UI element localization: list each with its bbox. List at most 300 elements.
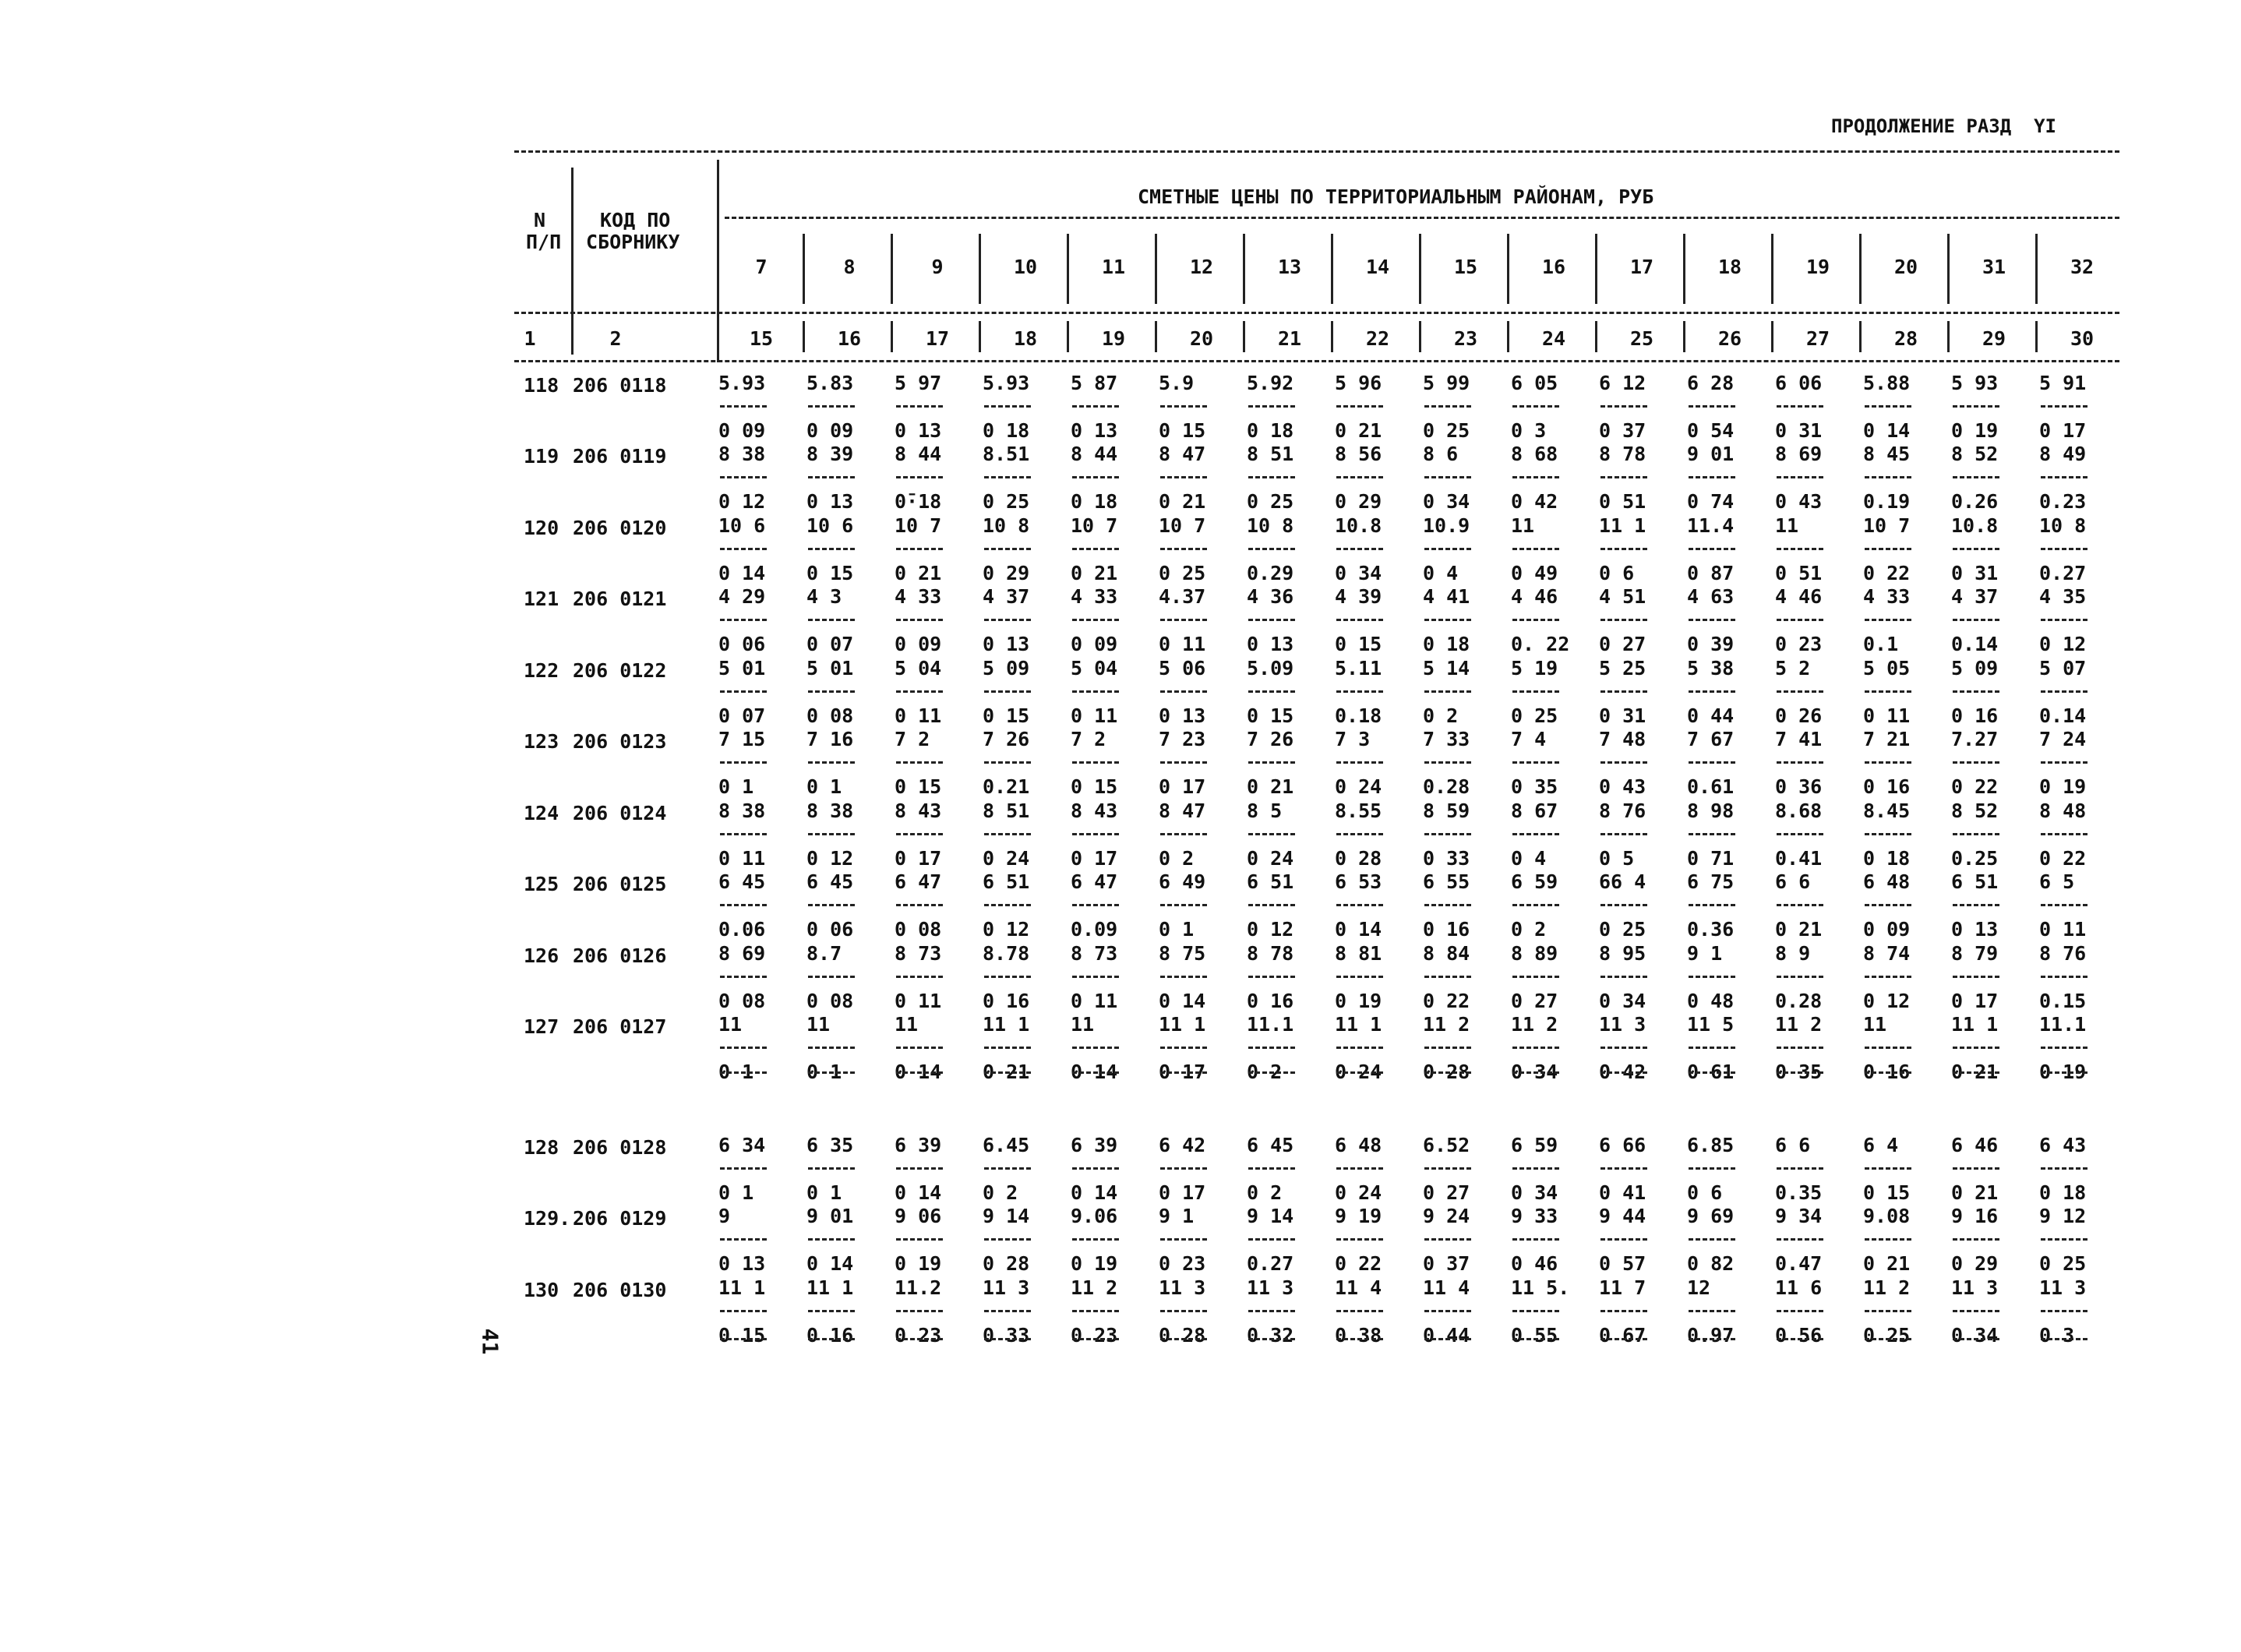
- cell-fraction-dash: [1512, 833, 1559, 835]
- table-cell-labor: 0 11: [1071, 704, 1118, 727]
- table-cell-price: 10 7: [1159, 514, 1206, 537]
- cell-fraction-dash: [1689, 833, 1735, 835]
- cell-fraction-dash: [1072, 690, 1119, 693]
- table-cell-price: 6 53: [1335, 870, 1382, 893]
- table-cell-labor: 0 54: [1687, 419, 1735, 442]
- table-cell-labor: 0 15: [1247, 704, 1294, 727]
- region-divider: [979, 234, 981, 304]
- table-cell-labor: 0 37: [1423, 1252, 1470, 1275]
- n-label: П/П: [526, 231, 562, 253]
- column-number: 19: [1101, 327, 1126, 350]
- cell-fraction-dash: [1160, 548, 1207, 550]
- cell-fraction-dash: [1865, 1310, 1911, 1312]
- table-cell-labor: 0 31: [1775, 419, 1823, 442]
- table-cell-price: 6 6: [1775, 870, 1811, 893]
- table-cell-labor: 0 11: [1159, 633, 1206, 655]
- table-cell-price: 8 73: [895, 942, 942, 965]
- table-cell-price: 8 52: [1951, 800, 1999, 822]
- table-cell-labor: 0 21: [1951, 1061, 1999, 1083]
- cell-fraction-dash: [720, 1047, 767, 1049]
- table-cell-price: 5.92: [1247, 372, 1294, 394]
- table-cell-labor: 0 16: [983, 990, 1030, 1012]
- table-cell-price: 7 24: [2039, 728, 2087, 750]
- table-cell-price: 10.8: [1951, 514, 1999, 537]
- table-cell-labor: 0 25: [1159, 562, 1206, 584]
- table-cell-labor: 0 34: [1335, 562, 1382, 584]
- cell-fraction-dash: [984, 1338, 1031, 1340]
- cell-fraction-dash: [1512, 1167, 1559, 1170]
- table-cell-price: 5 14: [1423, 657, 1470, 680]
- table-cell-labor: 0 11: [718, 847, 766, 870]
- table-cell-labor: 0 15: [983, 704, 1030, 727]
- table-cell-price: 8 6: [1423, 443, 1459, 465]
- table-cell-price: 11.2: [895, 1276, 942, 1299]
- table-cell-price: 11 7: [1599, 1276, 1646, 1299]
- table-cell-price: 5 19: [1511, 657, 1558, 680]
- cell-fraction-dash: [1689, 476, 1735, 478]
- table-cell-price: 6 34: [718, 1134, 766, 1156]
- cell-fraction-dash: [1689, 1338, 1735, 1340]
- cell-fraction-dash: [1689, 976, 1735, 978]
- table-cell-labor: 0 34: [1423, 490, 1470, 513]
- table-cell-price: 6 6: [1775, 1134, 1811, 1156]
- table-cell-labor: 0 43: [1775, 490, 1823, 513]
- cell-fraction-dash: [1512, 619, 1559, 621]
- table-cell-price: 7 2: [1071, 728, 1106, 750]
- cell-fraction-dash: [1777, 833, 1823, 835]
- table-cell-labor: 0.23: [2039, 490, 2087, 513]
- cell-fraction-dash: [1953, 1338, 1999, 1340]
- cell-fraction-dash: [808, 1071, 855, 1074]
- table-cell-labor: 0 74: [1687, 490, 1735, 513]
- region-column-header: 7: [755, 256, 768, 278]
- table-cell-price: 6 39: [1071, 1134, 1118, 1156]
- cell-fraction-dash: [1248, 1071, 1295, 1074]
- table-cell-labor: 0 1: [806, 1181, 842, 1204]
- cell-fraction-dash: [1336, 904, 1383, 906]
- table-cell-labor: 0 12: [718, 490, 766, 513]
- column-number: 29: [1982, 327, 2006, 350]
- table-cell-labor: 0.14: [2039, 704, 2087, 727]
- table-cell-price: 9: [718, 1205, 731, 1227]
- table-cell-labor: 0 25: [1599, 918, 1646, 941]
- table-cell-price: 11 3: [1159, 1276, 1206, 1299]
- table-cell-labor: 0 16: [1863, 1061, 1911, 1083]
- table-cell-price: 7 2: [895, 728, 930, 750]
- cell-fraction-dash: [1865, 1167, 1911, 1170]
- table-cell-price: 66 4: [1599, 870, 1646, 893]
- table-cell-price: 9 44: [1599, 1205, 1646, 1227]
- numbering-divider: [1507, 321, 1509, 352]
- cell-fraction-dash: [1072, 1238, 1119, 1241]
- table-cell-price: 6.52: [1423, 1134, 1470, 1156]
- cell-fraction-dash: [1336, 1167, 1383, 1170]
- cell-fraction-dash: [1072, 476, 1119, 478]
- table-cell-price: 5.88: [1863, 372, 1911, 394]
- table-cell-labor: 0 14: [895, 1181, 942, 1204]
- table-cell-price: 9 69: [1687, 1205, 1735, 1227]
- cell-fraction-dash: [720, 476, 767, 478]
- cell-fraction-dash: [896, 476, 943, 478]
- table-cell-price: 11 2: [1511, 1013, 1558, 1036]
- numbering-divider: [1595, 321, 1597, 352]
- table-cell-price: 5 97: [895, 372, 942, 394]
- region-divider: [1507, 234, 1509, 304]
- cell-fraction-dash: [984, 1238, 1031, 1241]
- row-code: 206 0129: [573, 1207, 667, 1230]
- table-cell-labor: 0 17: [895, 847, 942, 870]
- table-cell-labor: 0 51: [1775, 562, 1823, 584]
- region-column-header: 14: [1365, 256, 1390, 278]
- cell-fraction-dash: [1953, 548, 1999, 550]
- region-divider: [1419, 234, 1421, 304]
- cell-fraction-dash: [808, 619, 855, 621]
- cell-fraction-dash: [1600, 1071, 1647, 1074]
- table-cell-labor: 0 15: [1863, 1181, 1911, 1204]
- table-cell-price: 8 69: [1775, 443, 1823, 465]
- cell-fraction-dash: [1777, 1338, 1823, 1340]
- table-cell-price: 11 1: [1599, 514, 1646, 537]
- table-cell-labor: 0 15: [1159, 419, 1206, 442]
- region-divider: [1155, 234, 1157, 304]
- table-cell-price: 7 21: [1863, 728, 1911, 750]
- table-cell-price: 11 5: [1687, 1013, 1735, 1036]
- cell-fraction-dash: [1424, 1071, 1471, 1074]
- table-cell-labor: 0 09: [1071, 633, 1118, 655]
- cell-fraction-dash: [1248, 476, 1295, 478]
- table-cell-price: 5 01: [718, 657, 766, 680]
- row-number: 129.: [524, 1207, 571, 1230]
- cell-fraction-dash: [1160, 476, 1207, 478]
- table-cell-price: 6 75: [1687, 870, 1735, 893]
- table-cell-price: 10 6: [806, 514, 854, 537]
- table-cell-price: 4 35: [2039, 585, 2087, 608]
- region-column-header: 13: [1277, 256, 1302, 278]
- table-cell-labor: 0 6: [1599, 562, 1635, 584]
- cell-fraction-dash: [1600, 976, 1647, 978]
- cell-fraction-dash: [1072, 1071, 1119, 1074]
- table-cell-labor: 0 18: [1863, 847, 1911, 870]
- row-code: 206 0121: [573, 588, 667, 610]
- cell-fraction-dash: [1600, 548, 1647, 550]
- numbering-divider: [1331, 321, 1333, 352]
- cell-fraction-dash: [1336, 619, 1383, 621]
- table-cell-price: 9 16: [1951, 1205, 1999, 1227]
- table-cell-price: 5 04: [1071, 657, 1118, 680]
- row-code: 206 0130: [573, 1279, 667, 1301]
- cell-fraction-dash: [808, 1310, 855, 1312]
- cell-fraction-dash: [1689, 904, 1735, 906]
- row-code: 206 0120: [573, 517, 667, 539]
- table-cell-labor: 0 19: [895, 1252, 942, 1275]
- table-cell-price: 10.9: [1423, 514, 1470, 537]
- table-cell-labor: 0 13: [806, 490, 854, 513]
- table-cell-price: 8.45: [1863, 800, 1911, 822]
- table-cell-labor: 0 07: [806, 633, 854, 655]
- table-cell-price: 8 95: [1599, 942, 1646, 965]
- cell-fraction-dash: [1512, 476, 1559, 478]
- region-divider: [1243, 234, 1245, 304]
- cell-fraction-dash: [2041, 976, 2087, 978]
- region-divider: [891, 234, 893, 304]
- cell-fraction-dash: [1865, 833, 1911, 835]
- region-column-header: 11: [1101, 256, 1126, 278]
- table-cell-price: 8 79: [1951, 942, 1999, 965]
- table-cell-labor: 0 21: [895, 562, 942, 584]
- column-number: 28: [1893, 327, 1918, 350]
- table-cell-price: 4 33: [895, 585, 942, 608]
- table-cell-labor: 0 11: [895, 704, 942, 727]
- cell-fraction-dash: [1248, 619, 1295, 621]
- table-cell-price: 5 09: [1951, 657, 1999, 680]
- cell-fraction-dash: [2041, 476, 2087, 478]
- region-divider: [1067, 234, 1069, 304]
- cell-fraction-dash: [720, 405, 767, 408]
- cell-fraction-dash: [984, 1310, 1031, 1312]
- cell-fraction-dash: [1689, 1047, 1735, 1049]
- cell-fraction-dash: [1072, 904, 1119, 906]
- cell-fraction-dash: [720, 1071, 767, 1074]
- table-cell-price: 8.78: [983, 942, 1030, 965]
- region-divider: [1771, 234, 1773, 304]
- table-cell-labor: 0.19: [1863, 490, 1911, 513]
- numbering-divider: [1067, 321, 1069, 352]
- cell-fraction-dash: [2041, 548, 2087, 550]
- table-cell-price: 7 4: [1511, 728, 1547, 750]
- table-cell-labor: 0 25: [1511, 704, 1558, 727]
- column-number: 22: [1365, 327, 1390, 350]
- cell-fraction-dash: [1336, 976, 1383, 978]
- table-cell-labor: 0 22: [2039, 847, 2087, 870]
- table-cell-labor: 0 25: [1863, 1324, 1911, 1347]
- table-cell-labor: 0 56: [1775, 1324, 1823, 1347]
- cell-fraction-dash: [1953, 833, 1999, 835]
- cell-fraction-dash: [1248, 405, 1295, 408]
- cell-fraction-dash: [1072, 761, 1119, 764]
- cell-fraction-dash: [720, 904, 767, 906]
- table-cell-price: 8 38: [806, 800, 854, 822]
- table-cell-price: 7 41: [1775, 728, 1823, 750]
- table-cell-price: 5.9: [1159, 372, 1195, 394]
- table-cell-price: 6 66: [1599, 1134, 1646, 1156]
- table-cell-labor: 0 18: [1247, 419, 1294, 442]
- table-cell-labor: 0 16: [1247, 990, 1294, 1012]
- cell-fraction-dash: [720, 548, 767, 550]
- table-cell-price: 11: [1775, 514, 1799, 537]
- cell-fraction-dash: [2041, 1047, 2087, 1049]
- table-cell-labor: 0 28: [983, 1252, 1030, 1275]
- table-cell-price: 8.55: [1335, 800, 1382, 822]
- table-cell-price: 8 38: [718, 443, 766, 465]
- cell-fraction-dash: [1248, 1047, 1295, 1049]
- cell-fraction-dash: [1953, 690, 1999, 693]
- cell-fraction-dash: [1424, 1238, 1471, 1241]
- table-cell-price: 4 46: [1511, 585, 1558, 608]
- table-cell-labor: 0 08: [718, 990, 766, 1012]
- table-cell-price: 7.27: [1951, 728, 1999, 750]
- table-cell-labor: 0 14: [895, 1061, 942, 1083]
- table-cell-labor: 0 17: [1159, 1181, 1206, 1204]
- table-cell-price: 8 84: [1423, 942, 1470, 965]
- table-cell-price: 8.68: [1775, 800, 1823, 822]
- table-cell-labor: 0 25: [2039, 1252, 2087, 1275]
- table-cell-price: 4 51: [1599, 585, 1646, 608]
- cell-fraction-dash: [1160, 1071, 1207, 1074]
- table-cell-price: 5 99: [1423, 372, 1470, 394]
- table-cell-labor: 0 28: [1423, 1061, 1470, 1083]
- cell-fraction-dash: [896, 833, 943, 835]
- cell-fraction-dash: [1600, 1310, 1647, 1312]
- table-cell-price: 8 98: [1687, 800, 1735, 822]
- cell-fraction-dash: [720, 1310, 767, 1312]
- cell-fraction-dash: [1336, 1047, 1383, 1049]
- cell-fraction-dash: [984, 476, 1031, 478]
- cell-fraction-dash: [808, 833, 855, 835]
- region-column-header: 32: [2070, 256, 2095, 278]
- cell-fraction-dash: [1424, 619, 1471, 621]
- cell-fraction-dash: [896, 405, 943, 408]
- table-cell-labor: 0 24: [1335, 1061, 1382, 1083]
- cell-fraction-dash: [1865, 548, 1911, 550]
- table-cell-labor: 0 33: [983, 1324, 1030, 1347]
- table-cell-labor: 0 25: [983, 490, 1030, 513]
- cell-fraction-dash: [1777, 904, 1823, 906]
- table-cell-price: 5 87: [1071, 372, 1118, 394]
- cell-fraction-dash: [1072, 548, 1119, 550]
- table-cell-labor: 0 49: [1511, 562, 1558, 584]
- cell-fraction-dash: [1512, 405, 1559, 408]
- table-cell-labor: 0 33: [1423, 847, 1470, 870]
- table-cell-labor: 0.47: [1775, 1252, 1823, 1275]
- cell-fraction-dash: [1160, 904, 1207, 906]
- table-cell-labor: 0 11: [1863, 704, 1911, 727]
- table-cell-price: 4.37: [1159, 585, 1206, 608]
- table-cell-price: 11 1: [1335, 1013, 1382, 1036]
- table-cell-labor: 0 13: [983, 633, 1030, 655]
- table-cell-labor: 0 17: [1159, 1061, 1206, 1083]
- table-cell-labor: 0 19: [2039, 1061, 2087, 1083]
- cell-fraction-dash: [1865, 1047, 1911, 1049]
- column-number: 24: [1541, 327, 1566, 350]
- cell-fraction-dash: [720, 1338, 767, 1340]
- table-cell-price: 10 7: [1071, 514, 1118, 537]
- table-cell-price: 11: [1511, 514, 1535, 537]
- table-cell-labor: 0 34: [1951, 1324, 1999, 1347]
- cell-fraction-dash: [896, 690, 943, 693]
- cell-fraction-dash: [1424, 405, 1471, 408]
- cell-fraction-dash: [720, 619, 767, 621]
- table-cell-price: 8 45: [1863, 443, 1911, 465]
- cell-fraction-dash: [2041, 833, 2087, 835]
- table-cell-labor: 0 16: [1423, 918, 1470, 941]
- table-cell-labor: 0.1: [1863, 633, 1899, 655]
- table-cell-price: 6 39: [895, 1134, 942, 1156]
- table-cell-labor: 0.18: [1335, 704, 1382, 727]
- table-cell-price: 8 78: [1247, 942, 1294, 965]
- table-cell-price: 5 06: [1159, 657, 1206, 680]
- cell-fraction-dash: [1424, 833, 1471, 835]
- table-cell-labor: 0 4: [1511, 847, 1547, 870]
- cell-fraction-dash: [1777, 619, 1823, 621]
- table-cell-price: 11 3: [2039, 1276, 2087, 1299]
- table-cell-labor: 0 38: [1335, 1324, 1382, 1347]
- table-cell-labor: 0 21: [1775, 918, 1823, 941]
- cell-fraction-dash: [1160, 690, 1207, 693]
- table-cell-labor: 0 44: [1423, 1324, 1470, 1347]
- table-cell-labor: 0 34: [1511, 1061, 1558, 1083]
- table-cell-price: 11: [806, 1013, 831, 1036]
- cell-fraction-dash: [896, 1071, 943, 1074]
- table-cell-price: 4 29: [718, 585, 766, 608]
- table-cell-price: 11 3: [983, 1276, 1030, 1299]
- table-cell-labor: 0 16: [1863, 775, 1911, 798]
- table-cell-price: 5 2: [1775, 657, 1811, 680]
- region-divider: [803, 234, 805, 304]
- table-cell-labor: 0 18: [1071, 490, 1118, 513]
- table-cell-labor: 0 27: [1511, 990, 1558, 1012]
- region-column-header: 18: [1717, 256, 1742, 278]
- table-cell-price: 6 45: [1247, 1134, 1294, 1156]
- table-cell-labor: 0 31: [1599, 704, 1646, 727]
- cell-fraction-dash: [1072, 833, 1119, 835]
- table-cell-labor: 0 29: [1951, 1252, 1999, 1275]
- table-cell-labor: 0 16: [1951, 704, 1999, 727]
- table-cell-price: 10 7: [1863, 514, 1911, 537]
- table-cell-price: 11 3: [1599, 1013, 1646, 1036]
- table-cell-labor: 0 21: [1951, 1181, 1999, 1204]
- table-cell-price: 5 09: [983, 657, 1030, 680]
- region-column-header: 20: [1893, 256, 1918, 278]
- table-cell-labor: 0 37: [1599, 419, 1646, 442]
- table-cell-labor: 0 19: [2039, 775, 2087, 798]
- table-cell-labor: 0 32: [1247, 1324, 1294, 1347]
- table-cell-price: 6.85: [1687, 1134, 1735, 1156]
- table-cell-price: 8 48: [2039, 800, 2087, 822]
- region-divider: [1595, 234, 1597, 304]
- table-cell-price: 7 15: [718, 728, 766, 750]
- table-cell-labor: 0 1: [718, 775, 754, 798]
- cell-fraction-dash: [1160, 976, 1207, 978]
- table-cell-price: 6 59: [1511, 870, 1558, 893]
- table-cell-labor: 0̄·18: [895, 490, 942, 513]
- cell-fraction-dash: [1953, 1071, 1999, 1074]
- table-cell-labor: 0 17: [1159, 775, 1206, 798]
- cell-fraction-dash: [1600, 1047, 1647, 1049]
- numbering-divider: [1683, 321, 1685, 352]
- table-cell-labor: 0 2: [1247, 1061, 1283, 1083]
- cell-fraction-dash: [896, 1338, 943, 1340]
- table-cell-labor: 0 36: [1775, 775, 1823, 798]
- table-cell-price: 8 68: [1511, 443, 1558, 465]
- cell-fraction-dash: [1072, 1310, 1119, 1312]
- cell-fraction-dash: [1424, 1310, 1471, 1312]
- table-cell-price: 8 56: [1335, 443, 1382, 465]
- table-cell-price: 8 74: [1863, 942, 1911, 965]
- table-cell-price: 7 26: [1247, 728, 1294, 750]
- cell-fraction-dash: [1600, 1238, 1647, 1241]
- table-cell-price: 8 89: [1511, 942, 1558, 965]
- table-cell-price: 11: [718, 1013, 743, 1036]
- table-cell-price: 6 49: [1159, 870, 1206, 893]
- table-cell-price: 6 5: [2039, 870, 2075, 893]
- table-cell-price: 11 1: [806, 1276, 854, 1299]
- cell-fraction-dash: [808, 1167, 855, 1170]
- cell-fraction-dash: [1160, 1338, 1207, 1340]
- numbering-divider: [1947, 321, 1950, 352]
- table-cell-price: 12: [1687, 1276, 1711, 1299]
- cell-fraction-dash: [896, 619, 943, 621]
- cell-fraction-dash: [1248, 833, 1295, 835]
